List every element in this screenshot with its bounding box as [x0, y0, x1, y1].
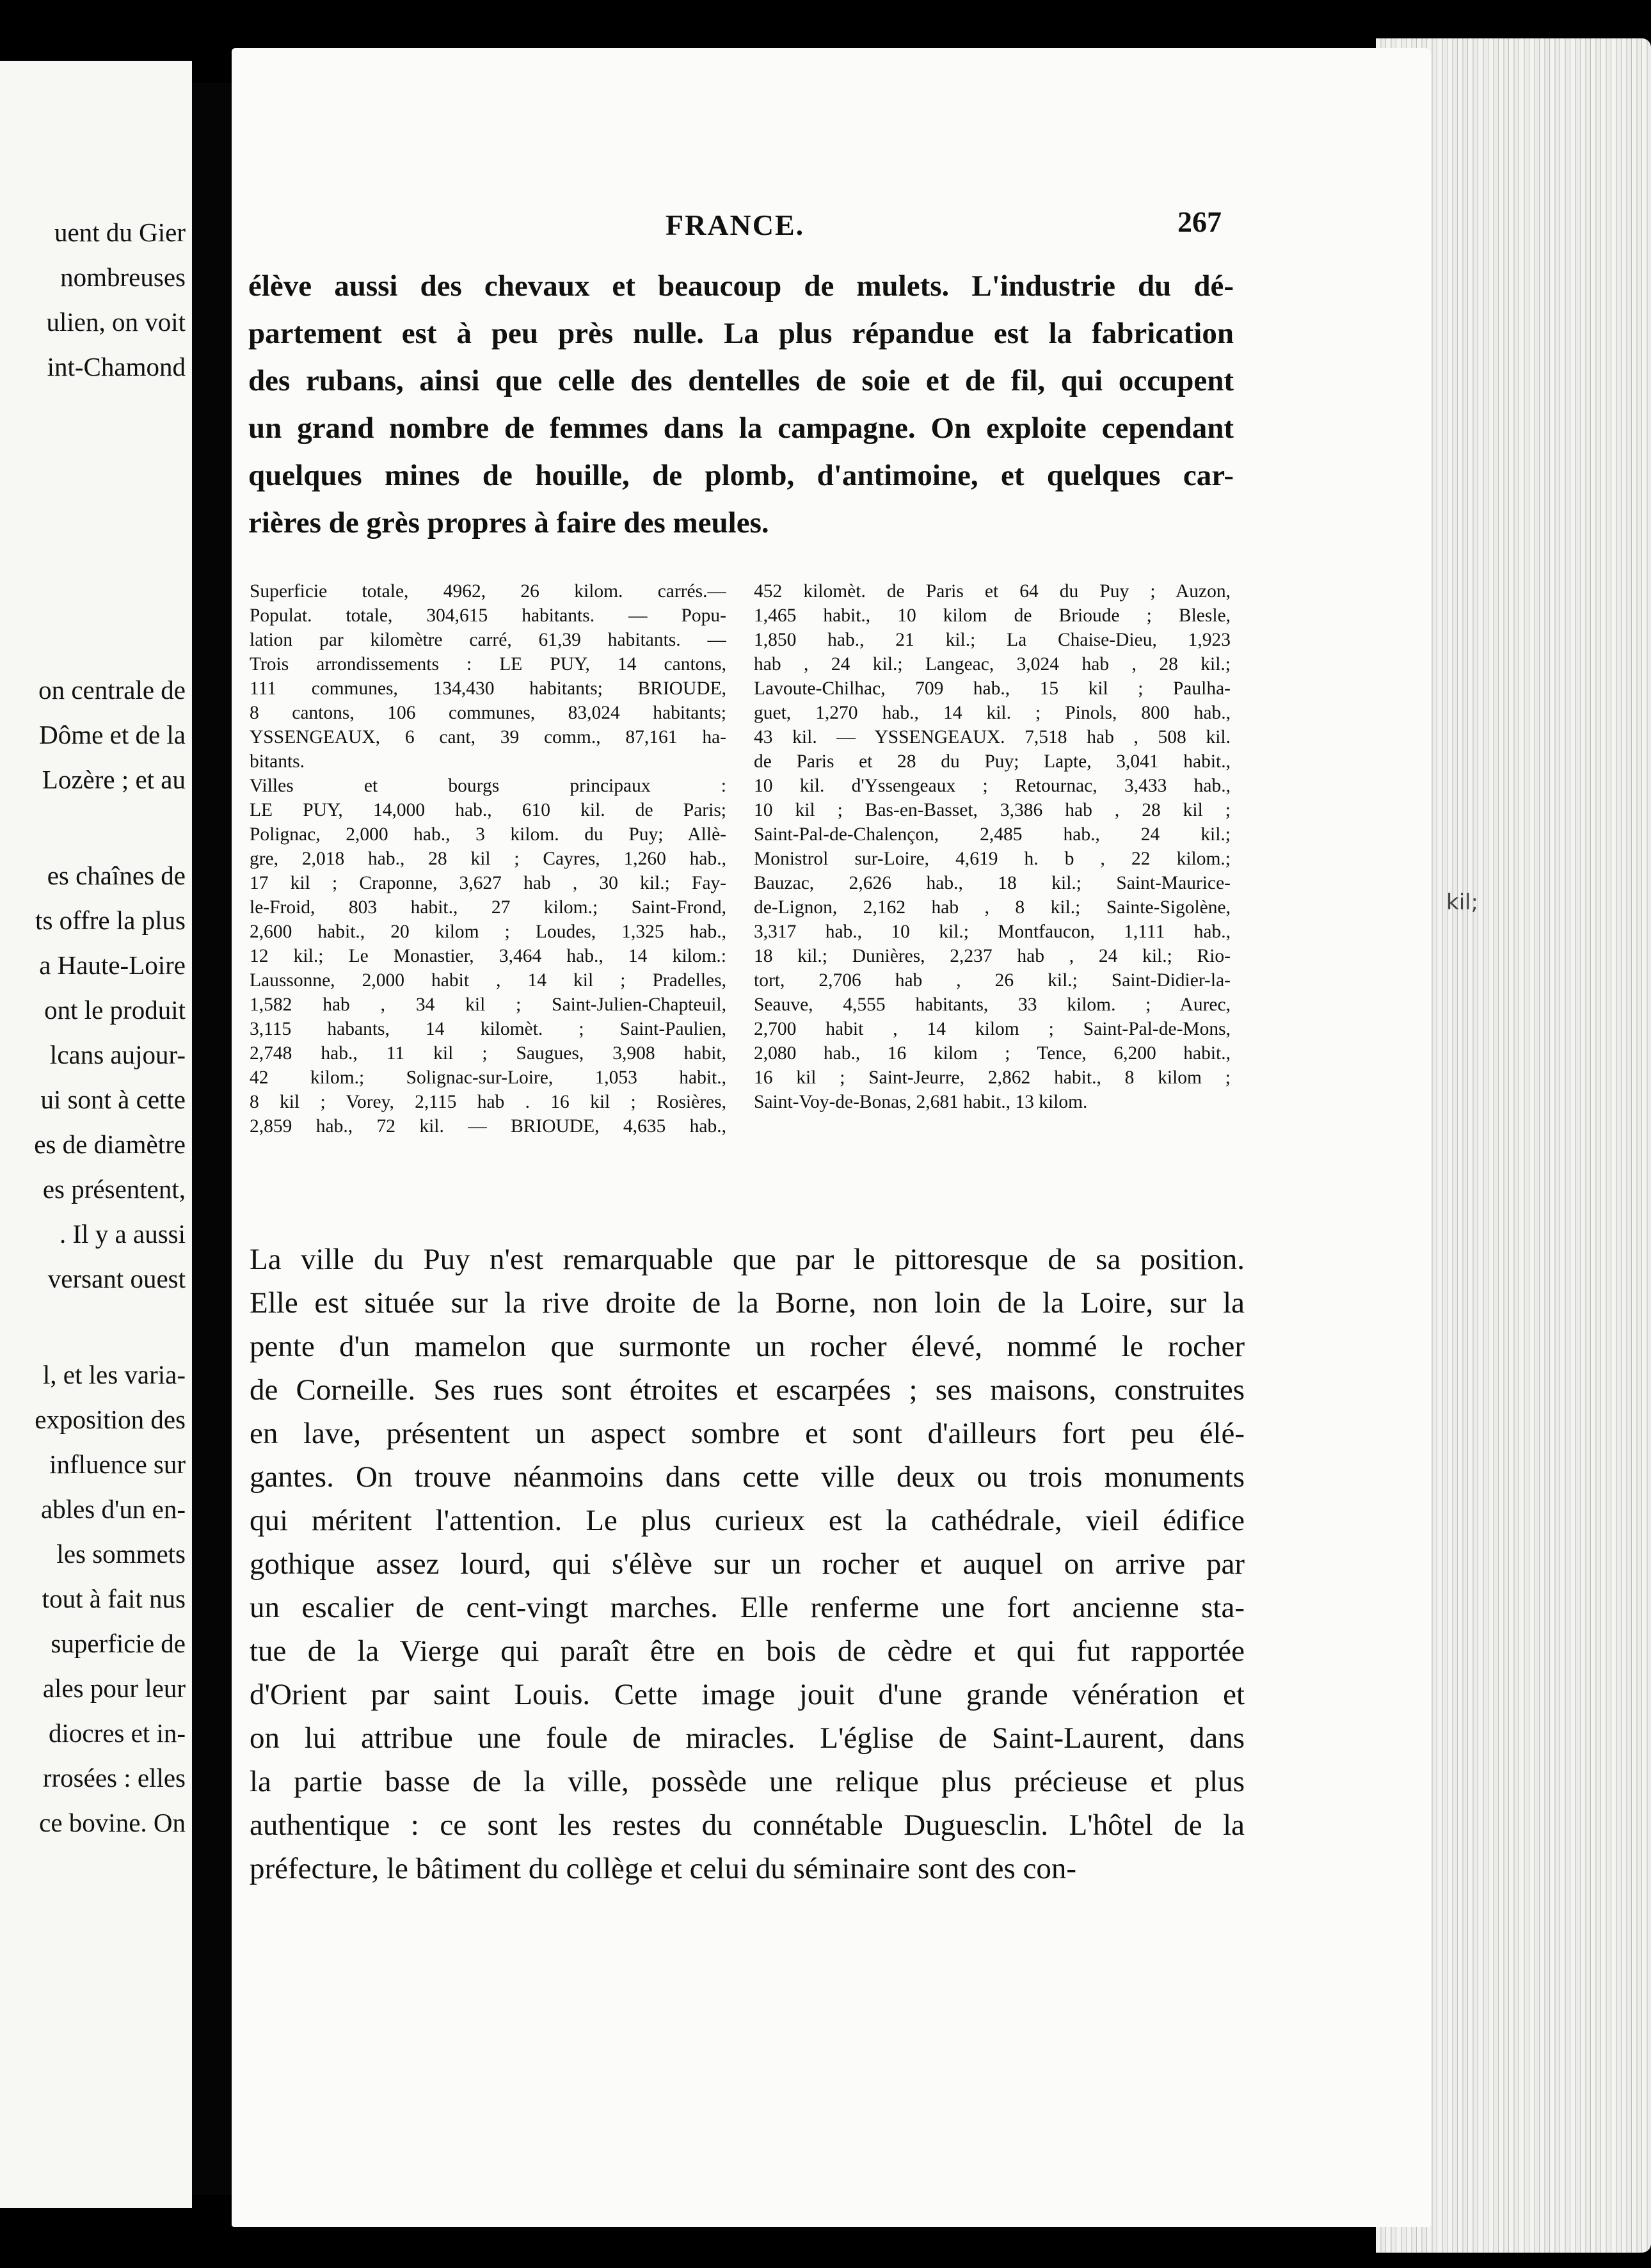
body-line: d'Orient par saint Louis. Cette image jouit d'une grande vénération et: [250, 1678, 1245, 1711]
text-line: 18 kil.; Dunières, 2,237 hab , 24 kil.; Rio-: [754, 946, 1231, 966]
running-header: FRANCE.: [666, 209, 805, 241]
text-line: 2,748 hab., 11 kil ; Saugues, 3,908 habit,: [250, 1043, 726, 1064]
body-line: qui méritent l'attention. Le plus curieux est la cathédrale, vieil édifice: [250, 1504, 1245, 1537]
left-page-line: rrosées : elles: [42, 1763, 186, 1793]
text-line: hab , 24 kil.; Langeac, 3,024 hab , 28 kil.;: [754, 654, 1231, 675]
text-line: 16 kil ; Saint-Jeurre, 2,862 habit., 8 kilom ;: [754, 1067, 1231, 1088]
intro-line: partement est à peu près nulle. La plus répandue est la fabrication: [248, 317, 1234, 350]
text-line: 42 kilom.; Solignac-sur-Loire, 1,053 habit.,: [250, 1067, 726, 1088]
left-page-line: ables d'un en-: [41, 1494, 186, 1524]
text-line: 2,859 hab., 72 kil. — BRIOUDE, 4,635 hab.,: [250, 1116, 726, 1137]
text-line: Trois arrondissements : LE PUY, 14 cantons,: [250, 654, 726, 675]
text-line: de Paris et 28 du Puy; Lapte, 3,041 habit.,: [754, 751, 1231, 772]
text-line: tort, 2,706 hab , 26 kil.; Saint-Didier-la-: [754, 970, 1231, 991]
text-line: Saint-Pal-de-Chalençon, 2,485 hab., 24 kil.;: [754, 824, 1231, 845]
body-line: La ville du Puy n'est remarquable que par le pittoresque de sa position.: [250, 1243, 1245, 1276]
text-line: Populat. totale, 304,615 habitants. — Popu-: [250, 605, 726, 626]
text-line: 17 kil ; Craponne, 3,627 hab , 30 kil.; Fay-: [250, 873, 726, 893]
text-line: le-Froid, 803 habit., 27 kilom.; Saint-Frond,: [250, 897, 726, 918]
body-line: la partie basse de la ville, possède une relique plus précieuse et plus: [250, 1765, 1245, 1798]
text-line: Bauzac, 2,626 hab., 18 kil.; Saint-Maurice-: [754, 873, 1231, 893]
left-page: [0, 61, 192, 2208]
left-page-line: Lozère ; et au: [42, 765, 186, 794]
text-line: 111 communes, 134,430 habitants; BRIOUDE,: [250, 678, 726, 699]
text-line: Superficie totale, 4962, 26 kilom. carrés.—: [250, 581, 726, 602]
body-line: tue de la Vierge qui paraît être en bois de cèdre et qui fut rapportée: [250, 1634, 1245, 1668]
stats-column-right: [754, 579, 1231, 1114]
edge-mark: kil;: [1446, 890, 1479, 915]
text-line: guet, 1,270 hab., 14 kil. ; Pinols, 800 hab.,: [754, 703, 1231, 723]
text-line: 8 kil ; Vorey, 2,115 hab . 16 kil ; Rosières,: [250, 1092, 726, 1112]
left-page-line: ulien, on voit: [46, 307, 186, 337]
page-number: 267: [1177, 205, 1222, 238]
body-line: pente d'un mamelon que surmonte un rocher élevé, nommé le rocher: [250, 1330, 1245, 1363]
stats-column-left: [250, 579, 726, 1138]
left-page-line: on centrale de: [38, 675, 186, 705]
body-line: on lui attribue une foule de miracles. L'église de Saint-Laurent, dans: [250, 1721, 1245, 1755]
text-line: 8 cantons, 106 communes, 83,024 habitants;: [250, 703, 726, 723]
left-page-line: ts offre la plus: [35, 906, 186, 935]
body-line: authentique : ce sont les restes du connétable Duguesclin. L'hôtel de la: [250, 1809, 1245, 1842]
left-page-line: es de diamètre: [34, 1130, 186, 1159]
text-line: LE PUY, 14,000 hab., 610 kil. de Paris;: [250, 800, 726, 820]
left-page-line: es chaînes de: [47, 861, 186, 890]
text-line: 43 kil. — YSSENGEAUX. 7,518 hab , 508 kil.: [754, 727, 1231, 747]
left-page-line: superficie de: [51, 1629, 186, 1658]
text-line: 452 kilomèt. de Paris et 64 du Puy ; Auzon,: [754, 581, 1231, 602]
text-line: 1,582 hab , 34 kil ; Saint-Julien-Chapteuil,: [250, 994, 726, 1015]
left-page-line: uent du Gier: [54, 218, 186, 247]
left-page-line: versant ouest: [47, 1264, 186, 1293]
body-line: Elle est située sur la rive droite de la Borne, non loin de la Loire, sur la: [250, 1286, 1245, 1320]
intro-line: élève aussi des chevaux et beaucoup de mulets. L'industrie du dé-: [248, 269, 1234, 303]
left-page-line: ui sont à cette: [40, 1085, 186, 1114]
text-line: Monistrol sur-Loire, 4,619 h. b , 22 kilom.;: [754, 849, 1231, 869]
intro-line: un grand nombre de femmes dans la campagne. On exploite cependant: [248, 411, 1234, 445]
left-page-line: int-Chamond: [47, 352, 186, 381]
text-line: Villes et bourgs principaux :: [250, 776, 726, 796]
text-line: 1,850 hab., 21 kil.; La Chaise-Dieu, 1,923: [754, 630, 1231, 650]
left-page-line: ales pour leur: [42, 1673, 186, 1703]
text-line: 2,700 habit , 14 kilom ; Saint-Pal-de-Mons,: [754, 1019, 1231, 1039]
left-page-line: l, et les varia-: [42, 1360, 186, 1389]
left-page-line: a Haute-Loire: [39, 950, 186, 980]
text-line: gre, 2,018 hab., 28 kil ; Cayres, 1,260 hab.,: [250, 849, 726, 869]
text-line: de-Lignon, 2,162 hab , 8 kil.; Sainte-Sigolène,: [754, 897, 1231, 918]
body-line: gantes. On trouve néanmoins dans cette ville deux ou trois monuments: [250, 1460, 1245, 1494]
text-line: 10 kil. d'Yssengeaux ; Retournac, 3,433 hab.,: [754, 776, 1231, 796]
text-line: Laussonne, 2,000 habit , 14 kil ; Pradelles,: [250, 970, 726, 991]
left-page-line: nombreuses: [60, 262, 186, 292]
text-line: Saint-Voy-de-Bonas, 2,681 habit., 13 kilom.: [754, 1092, 1088, 1112]
left-page-line: diocres et in-: [48, 1718, 186, 1748]
left-page-line: ce bovine. On: [39, 1808, 186, 1837]
text-line: 2,600 habit., 20 kilom ; Loudes, 1,325 hab.,: [250, 922, 726, 942]
left-page-line: . Il y a aussi: [60, 1219, 186, 1249]
text-line: Seauve, 4,555 habitants, 33 kilom. ; Aurec,: [754, 994, 1231, 1015]
left-page-line: influence sur: [49, 1449, 186, 1479]
text-line: 10 kil ; Bas-en-Basset, 3,386 hab , 28 kil ;: [754, 800, 1231, 820]
body-line: préfecture, le bâtiment du collège et celui du séminaire sont des con-: [250, 1852, 1076, 1885]
text-line: Lavoute-Chilhac, 709 hab., 15 kil ; Paulha-: [754, 678, 1231, 699]
text-line: YSSENGEAUX, 6 cant, 39 comm., 87,161 ha-: [250, 727, 726, 747]
left-page-line: es présentent,: [42, 1174, 186, 1204]
left-page-line: lcans aujour-: [49, 1040, 186, 1069]
text-line: 2,080 hab., 16 kilom ; Tence, 6,200 habit.,: [754, 1043, 1231, 1064]
book-spine: [192, 83, 232, 2195]
body-line: un escalier de cent-vingt marches. Elle renferme une fort ancienne sta-: [250, 1591, 1245, 1624]
left-page-line: exposition des: [35, 1405, 186, 1434]
text-line: Polignac, 2,000 hab., 3 kilom. du Puy; Allè-: [250, 824, 726, 845]
body-line: en lave, présentent un aspect sombre et sont d'ailleurs fort peu élé-: [250, 1417, 1245, 1450]
text-line: 3,115 habants, 14 kilomèt. ; Saint-Paulien,: [250, 1019, 726, 1039]
text-line: 3,317 hab., 10 kil.; Montfaucon, 1,111 hab.,: [754, 922, 1231, 942]
intro-line: des rubans, ainsi que celle des dentelles de soie et de fil, qui occupent: [248, 364, 1234, 397]
text-line: 1,465 habit., 10 kilom de Brioude ; Blesle,: [754, 605, 1231, 626]
left-page-line: tout à fait nus: [42, 1584, 186, 1613]
intro-line: rières de grès propres à faire des meules.: [248, 506, 769, 539]
intro-line: quelques mines de houille, de plomb, d'antimoine, et quelques car-: [248, 459, 1234, 492]
left-page-line: ont le produit: [44, 995, 186, 1025]
left-page-line: Dôme et de la: [39, 720, 186, 749]
text-line: 12 kil.; Le Monastier, 3,464 hab., 14 kilom.:: [250, 946, 726, 966]
body-line: de Corneille. Ses rues sont étroites et escarpées ; ses maisons, construites: [250, 1373, 1245, 1407]
left-page-line: les sommets: [56, 1539, 186, 1569]
body-line: gothique assez lourd, qui s'élève sur un rocher et auquel on arrive par: [250, 1547, 1245, 1581]
text-line: lation par kilomètre carré, 61,39 habitants. —: [250, 630, 726, 650]
text-line: bitants.: [250, 751, 305, 772]
